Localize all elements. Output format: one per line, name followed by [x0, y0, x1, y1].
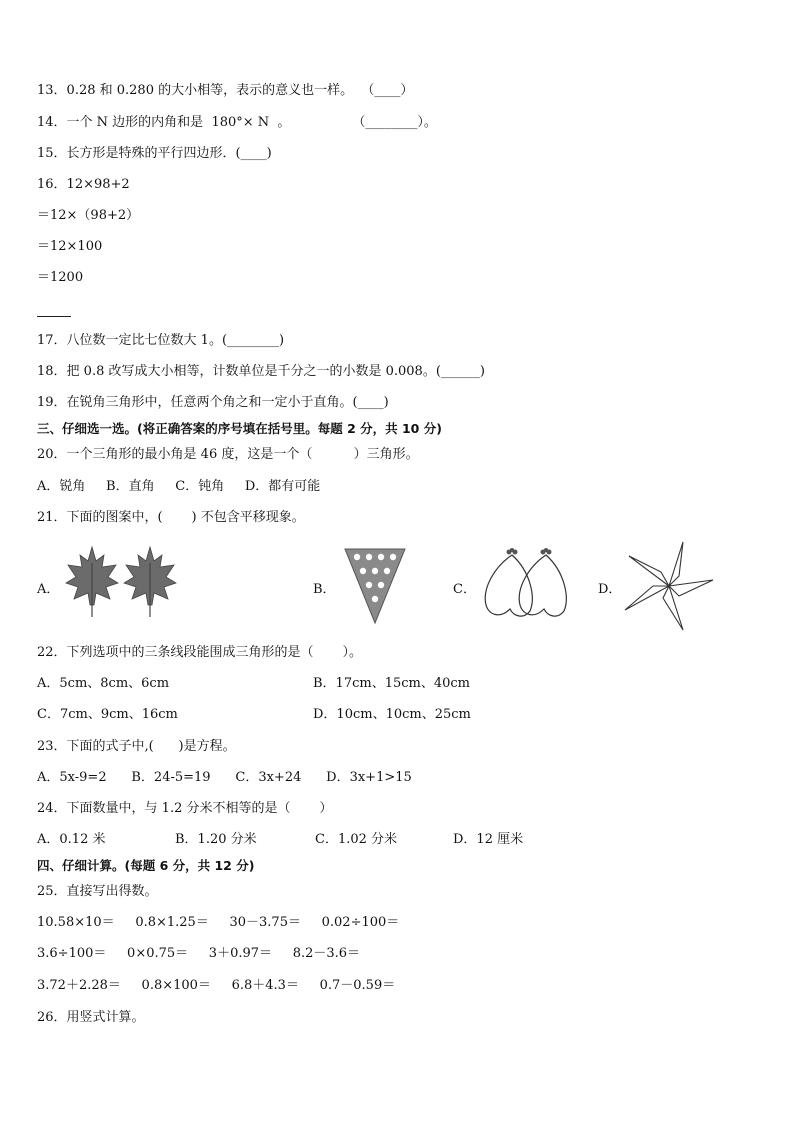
question-21: 21．下面的图案中，( ) 不包含平移现象。 — [37, 510, 305, 525]
q21-label-d: D． — [598, 582, 622, 597]
question-25: 25．直接写出得数。 — [37, 884, 158, 899]
hearts-figure — [480, 547, 576, 625]
question-13: 13．0.28 和 0.280 的大小相等，表示的意义也一样。 （____） — [37, 83, 414, 98]
question-20: 20．一个三角形的最小角是 46 度，这是一个（ ）三角形。 — [37, 447, 419, 462]
question-16-step1: ＝12×（98+2） — [37, 208, 140, 223]
calc-row-3: 3.72＋2.28＝ 0.8×100＝ 6.8＋4.3＝ 0.7－0.59＝ — [37, 978, 396, 993]
calc-row-2: 3.6÷100＝ 0×0.75＝ 3＋0.97＝ 8.2－3.6＝ — [37, 946, 361, 961]
q21-label-a: A． — [37, 582, 60, 597]
question-23-options: A．5x-9=2 B．24-5=19 C．3x+24 D．3x+1>15 — [37, 770, 412, 785]
section-4-heading: 四、仔细计算。(每题 6 分，共 12 分) — [37, 858, 255, 873]
question-20-options: A．锐角 B．直角 C．钝角 D．都有可能 — [37, 479, 321, 494]
snowflake-triangle-figure — [343, 547, 407, 625]
q22-option-b: B．17cm、15cm、40cm — [313, 676, 471, 691]
question-22: 22．下列选项中的三条线段能围成三角形的是（ ）。 — [37, 645, 362, 660]
q22-option-d: D．10cm、10cm、25cm — [313, 707, 471, 722]
q24-option-c: C．1.02 分米 — [315, 832, 398, 847]
q24-option-d: D．12 厘米 — [453, 832, 524, 847]
question-26: 26．用竖式计算。 — [37, 1010, 145, 1025]
question-16: 16．12×98+2 — [37, 177, 130, 192]
q24-option-b: B．1.20 分米 — [175, 832, 257, 847]
section-3-heading: 三、仔细选一选。(将正确答案的序号填在括号里。每题 2 分，共 10 分) — [37, 421, 442, 436]
q21-label-c: C． — [453, 582, 476, 597]
maple-leaves-figure — [62, 543, 180, 621]
question-15: 15．长方形是特殊的平行四边形．(____) — [37, 146, 272, 161]
question-18: 18．把 0.8 改写成大小相等，计数单位是千分之一的小数是 0.008。(______) — [37, 364, 485, 379]
question-16-step2: ＝12×100 — [37, 239, 103, 254]
q22-option-a: A．5cm、8cm、6cm — [37, 676, 170, 691]
question-24: 24．下面数量中，与 1.2 分米不相等的是（ ） — [37, 801, 333, 816]
calc-row-1: 10.58×10＝ 0.8×1.25＝ 30－3.75＝ 0.02÷100＝ — [37, 915, 400, 930]
question-16-step3: ＝1200 — [37, 270, 84, 285]
question-19: 19．在锐角三角形中，任意两个角之和一定小于直角。(____) — [37, 395, 389, 410]
question-17: 17．八位数一定比七位数大 1。(________) — [37, 333, 285, 348]
question-23: 23．下面的式子中,( )是方程。 — [37, 739, 236, 754]
q21-label-b: B． — [313, 582, 336, 597]
answer-blank-line — [37, 316, 71, 317]
pinwheel-figure — [623, 540, 715, 632]
question-14: 14．一个 N 边形的内角和是 180°× N 。 （________）。 — [37, 115, 437, 130]
q22-option-c: C．7cm、9cm、16cm — [37, 707, 178, 722]
q24-option-a: A．0.12 米 — [37, 832, 106, 847]
